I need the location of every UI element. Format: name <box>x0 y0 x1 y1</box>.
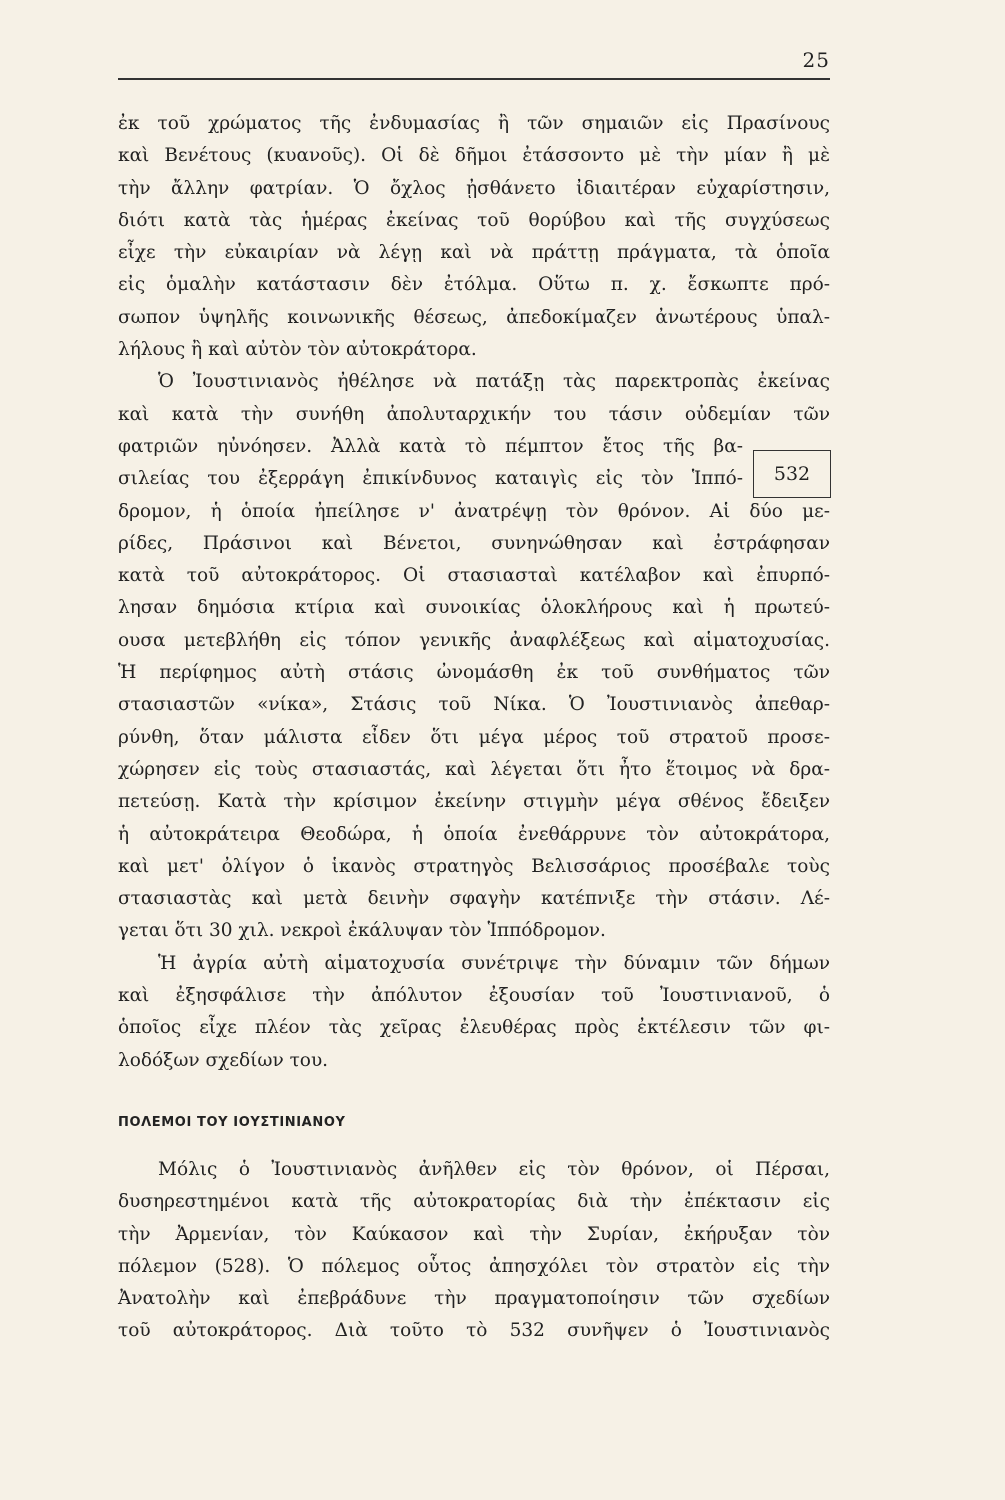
text-line: σωπον ὑψηλῆς κοινωνικῆς θέσεως, ἀπεδοκίμαζεν ἀνωτέρους ὑπαλ- <box>118 306 830 328</box>
text-line: δυσηρεστημένοι κατὰ τῆς αὐτοκρατορίας διὰ τὴν ἐπέκτασιν εἰς <box>118 1191 830 1213</box>
text-line: λοδόξων σχεδίων του. <box>118 1049 329 1071</box>
text-line: καὶ Βενέτους (κυανοῦς). Οἱ δὲ δῆμοι ἐτάσσοντο μὲ τὴν μίαν ἢ μὲ <box>118 145 830 167</box>
text-line: καὶ κατὰ τὴν συνήθη ἀπολυταρχικήν του τάσιν οὐδεμίαν τῶν <box>118 403 830 425</box>
margin-date-box: 532 <box>753 450 831 498</box>
text-line: ἡ αὐτοκράτειρα Θεοδώρα, ἡ ὁποία ἐνεθάρρυνε τὸν αὐτοκράτορα, <box>118 823 830 845</box>
text-line: ρύνθη, ὅταν μάλιστα εἶδεν ὅτι μέγα μέρος τοῦ στρατοῦ προσε- <box>118 726 830 748</box>
text-line: τὴν Ἀρμενίαν, τὸν Καύκασον καὶ τὴν Συρίαν, ἐκήρυξαν τὸν <box>118 1223 830 1245</box>
body-text-part1 <box>118 108 830 1077</box>
text-line: φατριῶν ηὐνόησεν. Ἀλλὰ κατὰ τὸ πέμπτον ἔτος τῆς βα- <box>118 435 743 457</box>
text-line: στασιαστῶν «νίκα», Στάσις τοῦ Νίκα. Ὁ Ἰουστινιανὸς ἀπεθαρ- <box>118 694 830 716</box>
page-number: 25 <box>802 48 830 72</box>
text-line: ρίδες, Πράσινοι καὶ Βένετοι, συνηνώθησαν καὶ ἐστράφησαν <box>118 532 830 554</box>
text-line: καὶ ἐξησφάλισε τὴν ἀπόλυτον ἐξουσίαν τοῦ Ἰουστινιανοῦ, ὁ <box>118 985 830 1007</box>
text-line: Ἡ περίφημος αὐτὴ στάσις ὠνομάσθη ἐκ τοῦ συνθήματος τῶν <box>118 662 830 684</box>
text-line: ουσα μετεβλήθη εἰς τόπον γενικῆς ἀναφλέξεως καὶ αἱματοχυσίας. <box>118 629 830 651</box>
text-line: γεται ὅτι 30 χιλ. νεκροὶ ἐκάλυψαν τὸν Ἱππόδρομον. <box>118 920 606 942</box>
text-line: χώρησεν εἰς τοὺς στασιαστάς, καὶ λέγεται ὅτι ἦτο ἕτοιμος νὰ δρα- <box>118 758 830 780</box>
text-line: σιλείας του ἐξερράγη ἐπικίνδυνος καταιγὶς εἰς τὸν Ἱππό- <box>118 468 743 490</box>
text-line: πόλεμον (528). Ὁ πόλεμος οὗτος ἀπησχόλει τὸν στρατὸν εἰς τὴν <box>118 1255 830 1277</box>
text-line: Μόλις ὁ Ἰουστινιανὸς ἀνῆλθεν εἰς τὸν θρόνον, οἱ Πέρσαι, <box>158 1159 830 1180</box>
text-line: πετεύσῃ. Κατὰ τὴν κρίσιμον ἐκείνην στιγμὴν μέγα σθένος ἔδειξεν <box>118 791 830 813</box>
text-line: στασιαστὰς καὶ μετὰ δεινὴν σφαγὴν κατέπνιξε τὴν στάσιν. Λέ- <box>118 888 830 910</box>
text-line: Ὁ Ἰουστινιανὸς ἠθέλησε νὰ πατάξῃ τὰς παρεκτροπὰς ἐκείνας <box>158 371 830 393</box>
text-line: ἐκ τοῦ χρώματος τῆς ἐνδυμασίας ἢ τῶν σημαιῶν εἰς Πρασίνους <box>118 113 830 134</box>
text-line: δρομον, ἡ ὁποία ἠπείλησε ν' ἀνατρέψῃ τὸν θρόνον. Αἱ δύο με- <box>118 500 830 522</box>
text-line: λησαν δημόσια κτίρια καὶ συνοικίας ὁλοκλήρους καὶ ἡ πρωτεύ- <box>118 597 830 619</box>
text-line: Ἀνατολὴν καὶ ἐπεβράδυνε τὴν πραγματοποίησιν τῶν σχεδίων <box>118 1288 830 1310</box>
text-line: τοῦ αὐτοκράτορος. Διὰ τοῦτο τὸ 532 συνῆψεν ὁ Ἰουστινιανὸς <box>118 1320 830 1342</box>
section-heading: ΠΟΛΕΜΟΙ ΤΟΥ ΙΟΥΣΤΙΝΙΑΝΟΥ <box>118 1115 346 1130</box>
text-line: διότι κατὰ τὰς ἡμέρας ἐκείνας τοῦ θορύβου καὶ τῆς συγχύσεως <box>118 209 830 231</box>
body-text-part2 <box>118 1154 830 1348</box>
text-line: τὴν ἄλλην φατρίαν. Ὁ ὄχλος ᾐσθάνετο ἰδιαιτέραν εὐχαρίστησιν, <box>118 177 830 199</box>
text-line: Ἡ ἀγρία αὐτὴ αἱματοχυσία συνέτριψε τὴν δύναμιν τῶν δήμων <box>158 952 830 974</box>
text-line: εἶχε τὴν εὐκαιρίαν νὰ λέγῃ καὶ νὰ πράττῃ πράγματα, τὰ ὁποῖα <box>118 242 830 264</box>
text-line: καὶ μετ' ὀλίγον ὁ ἱκανὸς στρατηγὸς Βελισσάριος προσέβαλε τοὺς <box>118 855 830 877</box>
text-line: εἰς ὁμαλὴν κατάστασιν δὲν ἐτόλμα. Οὕτω π. χ. ἔσκωπτε πρό- <box>118 274 830 296</box>
text-line: λήλους ἢ καὶ αὐτὸν τὸν αὐτοκράτορα. <box>118 339 477 361</box>
header-rule <box>118 78 830 80</box>
text-line: κατὰ τοῦ αὐτοκράτορος. Οἱ στασιασταὶ κατέλαβον καὶ ἐπυρπό- <box>118 565 830 587</box>
text-line: ὁποῖος εἶχε πλέον τὰς χεῖρας ἐλευθέρας πρὸς ἐκτέλεσιν τῶν φι- <box>118 1017 830 1039</box>
